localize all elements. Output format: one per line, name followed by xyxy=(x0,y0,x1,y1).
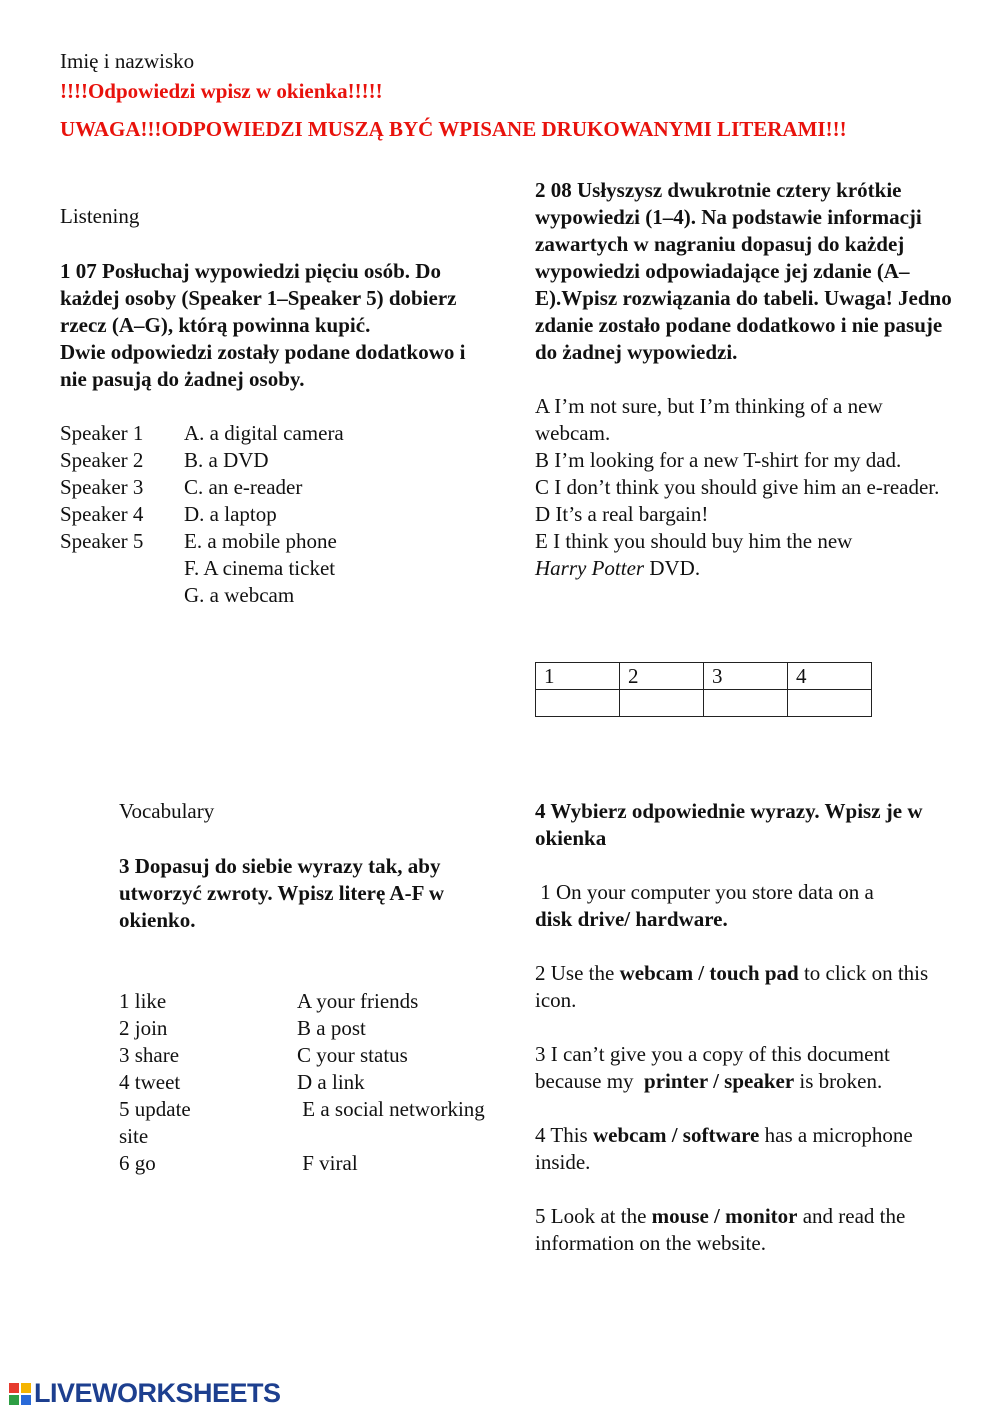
list-item xyxy=(119,1150,509,1177)
task3-verb: 1 like xyxy=(119,989,167,1013)
option-label: D. a laptop xyxy=(184,502,277,526)
list-item xyxy=(60,447,480,474)
q1-text: 1 On your computer you store data on a xyxy=(535,880,874,904)
list-item xyxy=(119,988,509,1015)
list-item xyxy=(60,555,480,582)
task2-header-2: 2 xyxy=(620,663,704,690)
task2 xyxy=(535,177,955,582)
task2-header-3: 3 xyxy=(704,663,788,690)
task2-answer-2[interactable] xyxy=(620,690,704,717)
q2-choice[interactable]: webcam / touch pad xyxy=(619,961,799,985)
task2-answer-table xyxy=(535,662,872,717)
task2-answer-4[interactable] xyxy=(788,690,872,717)
task3-overflow-text: site xyxy=(119,1124,149,1148)
option-label: B. a DVD xyxy=(184,448,269,472)
task3-verb: 4 tweet xyxy=(119,1070,181,1094)
q4-choice[interactable]: webcam / software xyxy=(592,1123,760,1147)
task2-answer-1[interactable] xyxy=(536,690,620,717)
task4-q4 xyxy=(535,1122,955,1176)
task3-object: E a social networking xyxy=(297,1097,485,1121)
list-item xyxy=(119,1042,509,1069)
q4-text-end: has a microphone inside. xyxy=(535,1123,918,1174)
task2-answer-row xyxy=(536,690,872,717)
q4-text-start: 4 This xyxy=(535,1123,593,1147)
task3-object: C your status xyxy=(297,1043,408,1067)
task4-q2 xyxy=(535,960,955,1014)
option-label: A. a digital camera xyxy=(184,421,344,445)
task4-q3 xyxy=(535,1041,955,1095)
q5-choice[interactable]: mouse / monitor xyxy=(651,1204,798,1228)
q5-text-end: and read the information on the website. xyxy=(535,1204,916,1255)
task3-list xyxy=(119,988,509,1123)
brand-text: LIVEWORKSHEETS xyxy=(34,1378,281,1408)
list-item xyxy=(60,474,480,501)
sentence-d: D It’s a real bargain! xyxy=(535,502,709,526)
task3-object: A your friends xyxy=(297,989,419,1013)
list-item xyxy=(119,1096,509,1123)
q3-text-end: is broken. xyxy=(794,1069,883,1093)
task1 xyxy=(60,258,480,609)
list-item xyxy=(60,420,480,447)
sentence-e-end: DVD. xyxy=(644,556,701,580)
sentence-e-start: E I think you should buy him the new xyxy=(535,529,853,553)
option-label: G. a webcam xyxy=(184,583,295,607)
task1-instructions: 1 07 Posłuchaj wypowiedzi pięciu osób. Do każdej osoby (Speaker 1–Speaker 5) dobierz rzecz (A–G), którą powinna kupić. xyxy=(60,259,457,337)
task3-object: F viral xyxy=(297,1151,358,1175)
task3-verb: 5 update xyxy=(119,1097,191,1121)
task2-header-4: 4 xyxy=(788,663,872,690)
warning-banner: UWAGA!!!ODPOWIEDZI MUSZĄ BYĆ WPISANE DRUKOWANYMI LITERAMI!!! xyxy=(60,117,847,141)
q2-text-start: 2 Use the xyxy=(535,961,620,985)
q2-text-end: to click on this icon. xyxy=(535,961,934,1012)
speaker-label: Speaker 5 xyxy=(60,529,144,553)
speaker-label: Speaker 2 xyxy=(60,448,144,472)
task3-verb: 2 join xyxy=(119,1016,168,1040)
task3-object: B a post xyxy=(297,1016,366,1040)
speaker-label: Speaker 1 xyxy=(60,421,144,445)
task1-list xyxy=(60,420,480,609)
task3-instructions: 3 Dopasuj do siebie wyrazy tak, aby utworzyć zwroty. Wpisz literę A-F w okienko. xyxy=(119,854,445,932)
listening-heading: Listening xyxy=(60,204,140,228)
name-label: Imię i nazwisko xyxy=(60,49,195,73)
task2-header-1: 1 xyxy=(536,663,620,690)
task3-verb: 6 go xyxy=(119,1151,156,1175)
task3-verb: 3 share xyxy=(119,1043,180,1067)
speaker-label xyxy=(60,555,184,582)
q1-choice[interactable]: disk drive/ hardware. xyxy=(535,907,728,931)
sentence-e xyxy=(535,528,955,582)
task1-instructions-note: Dwie odpowiedzi zostały podane dodatkowo i nie pasują do żadnej osoby. xyxy=(60,340,466,391)
option-label: E. a mobile phone xyxy=(184,529,337,553)
list-item xyxy=(60,528,480,555)
liveworksheets-logo-icon xyxy=(8,1382,32,1406)
sentence-c: C I don’t think you should give him an e-reader. xyxy=(535,475,940,499)
q3-choice[interactable]: printer / speaker xyxy=(644,1069,795,1093)
task3 xyxy=(119,853,509,1177)
list-item xyxy=(60,501,480,528)
list-item xyxy=(60,582,480,609)
vocabulary-heading: Vocabulary xyxy=(119,799,215,823)
task4-q1 xyxy=(535,879,955,933)
sentence-e-title: Harry Potter xyxy=(535,556,645,580)
option-label: F. A cinema ticket xyxy=(184,556,336,580)
list-item xyxy=(119,1069,509,1096)
speaker-label: Speaker 3 xyxy=(60,475,144,499)
liveworksheets-logo[interactable] xyxy=(8,1380,281,1407)
sentence-b: B I’m looking for a new T-shirt for my dad. xyxy=(535,448,902,472)
speaker-label xyxy=(60,582,184,609)
task4-q5 xyxy=(535,1203,955,1257)
task4 xyxy=(535,798,955,1257)
task3-object: D a link xyxy=(297,1070,365,1094)
task2-table-header-row xyxy=(536,663,872,690)
task2-instructions: 2 08 Usłyszysz dwukrotnie cztery krótkie wypowiedzi (1–4). Na podstawie informacji zawartych w nagraniu dopasuj do każdej wypowiedzi odpowiadające jej zdanie (A–E).Wpisz rozwiązania do tabeli. Uwaga! Jedno zdanie zostało podane dodatkowo i nie pasuje do żadnej wypowiedzi. xyxy=(535,178,952,364)
q3-text-start: 3 I can’t give you a copy of this document because my xyxy=(535,1042,896,1093)
speaker-label: Speaker 4 xyxy=(60,502,144,526)
task2-answer-3[interactable] xyxy=(704,690,788,717)
list-item xyxy=(119,1015,509,1042)
sentence-a: A I’m not sure, but I’m thinking of a new webcam. xyxy=(535,394,883,445)
q5-text-start: 5 Look at the xyxy=(535,1204,652,1228)
instruction-banner: !!!!Odpowiedzi wpisz w okienka!!!!! xyxy=(60,79,383,103)
task4-instructions: 4 Wybierz odpowiednie wyrazy. Wpisz je w okienka xyxy=(535,799,923,850)
option-label: C. an e-reader xyxy=(184,475,303,499)
